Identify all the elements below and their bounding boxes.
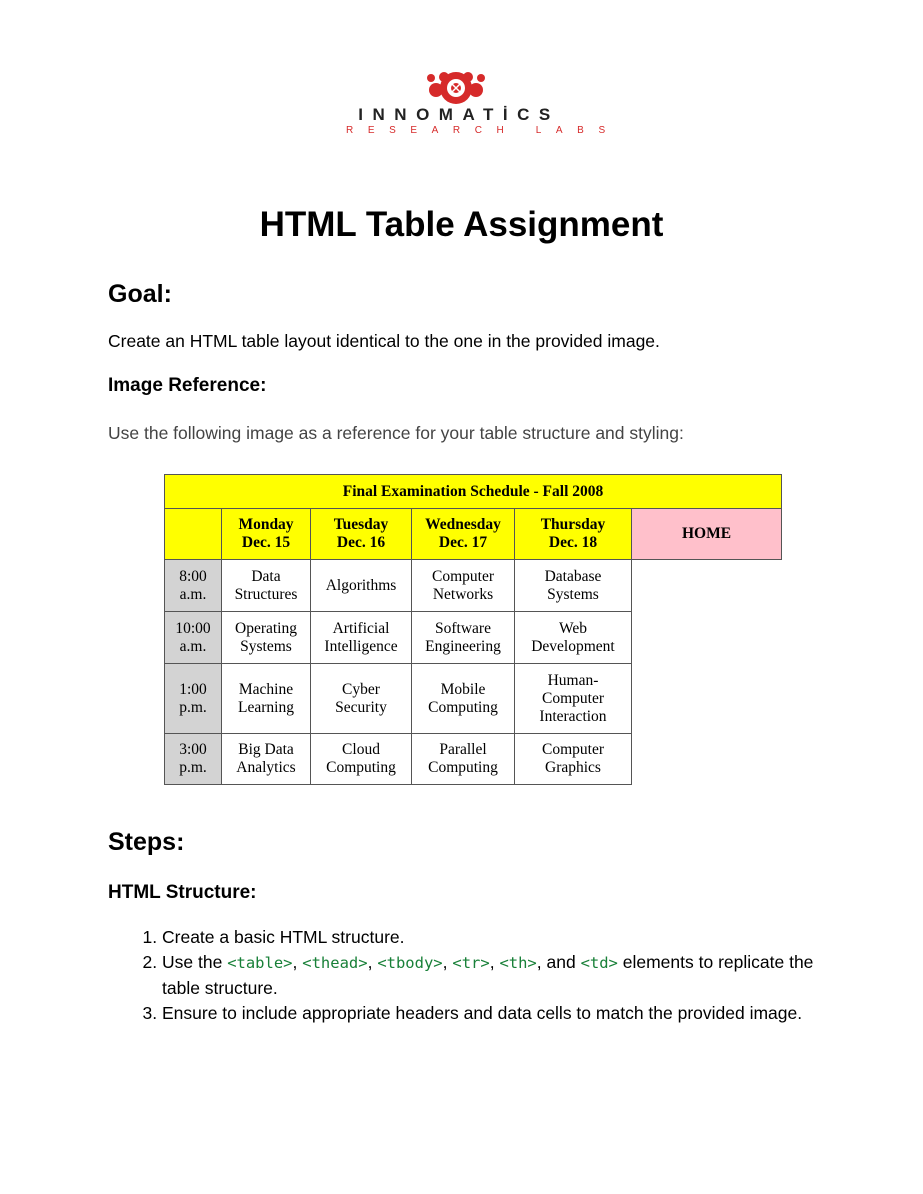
exam-cell: Parallel Computing <box>412 734 515 785</box>
exam-cell: Web Development <box>515 612 632 664</box>
exam-cell: Big Data Analytics <box>222 734 311 785</box>
code-td-tag: <td> <box>580 954 618 972</box>
exam-cell: Cyber Security <box>311 664 412 734</box>
logo-people-icon <box>424 70 488 106</box>
home-cell: HOME <box>632 509 782 560</box>
time-cell: 1:00 p.m. <box>165 664 222 734</box>
schedule-table <box>164 474 782 785</box>
exam-cell: Cloud Computing <box>311 734 412 785</box>
corner-cell <box>165 509 222 560</box>
day-header-wednesday: Wednesday Dec. 17 <box>412 509 515 560</box>
day-header-tuesday: Tuesday Dec. 16 <box>311 509 412 560</box>
logo-wordmark: INNOMATİCS <box>358 105 560 124</box>
list-item: 2. Use the <table>, <thead>, <tbody>, <tr>, <th>, and <td> elements to replicate the table structure. <box>162 950 842 1001</box>
table-row <box>165 734 782 785</box>
exam-cell: Operating Systems <box>222 612 311 664</box>
logo-subtitle: RESEARCH LABS <box>346 125 620 136</box>
image-reference-text: Use the following image as a reference for your table structure and styling: <box>108 423 684 443</box>
image-reference-heading: Image Reference: <box>108 375 267 396</box>
list-item: 3. Ensure to include appropriate headers and data cells to match the provided image. <box>162 1001 842 1026</box>
code-tbody-tag: <tbody> <box>377 954 443 972</box>
table-row <box>165 612 782 664</box>
goal-heading: Goal: <box>108 280 172 308</box>
code-tr-tag: <tr> <box>452 954 490 972</box>
exam-cell: Mobile Computing <box>412 664 515 734</box>
time-cell: 10:00 a.m. <box>165 612 222 664</box>
innomatics-logo <box>346 70 620 136</box>
exam-cell: Computer Graphics <box>515 734 632 785</box>
exam-cell: Machine Learning <box>222 664 311 734</box>
time-cell: 3:00 p.m. <box>165 734 222 785</box>
list-item: 1. Create a basic HTML structure. <box>162 925 842 950</box>
exam-cell: Data Structures <box>222 560 311 612</box>
code-thead-tag: <thead> <box>302 954 368 972</box>
time-cell: 8:00 a.m. <box>165 560 222 612</box>
exam-cell: Algorithms <box>311 560 412 612</box>
steps-heading: Steps: <box>108 828 185 856</box>
steps-list <box>108 925 842 1026</box>
page-title: HTML Table Assignment <box>259 205 664 244</box>
table-row <box>165 560 782 612</box>
schedule-caption: Final Examination Schedule - Fall 2008 <box>165 475 782 509</box>
code-th-tag: <th> <box>499 954 537 972</box>
goal-text: Create an HTML table layout identical to the one in the provided image. <box>108 331 660 351</box>
code-table-tag: <table> <box>227 954 293 972</box>
html-structure-heading: HTML Structure: <box>108 882 257 903</box>
exam-cell: Artificial Intelligence <box>311 612 412 664</box>
day-header-thursday: Thursday Dec. 18 <box>515 509 632 560</box>
schedule-table-image <box>164 474 782 785</box>
exam-cell: Software Engineering <box>412 612 515 664</box>
exam-cell: Human- Computer Interaction <box>515 664 632 734</box>
exam-cell: Database Systems <box>515 560 632 612</box>
day-header-monday: Monday Dec. 15 <box>222 509 311 560</box>
exam-cell: Computer Networks <box>412 560 515 612</box>
table-row <box>165 664 782 734</box>
